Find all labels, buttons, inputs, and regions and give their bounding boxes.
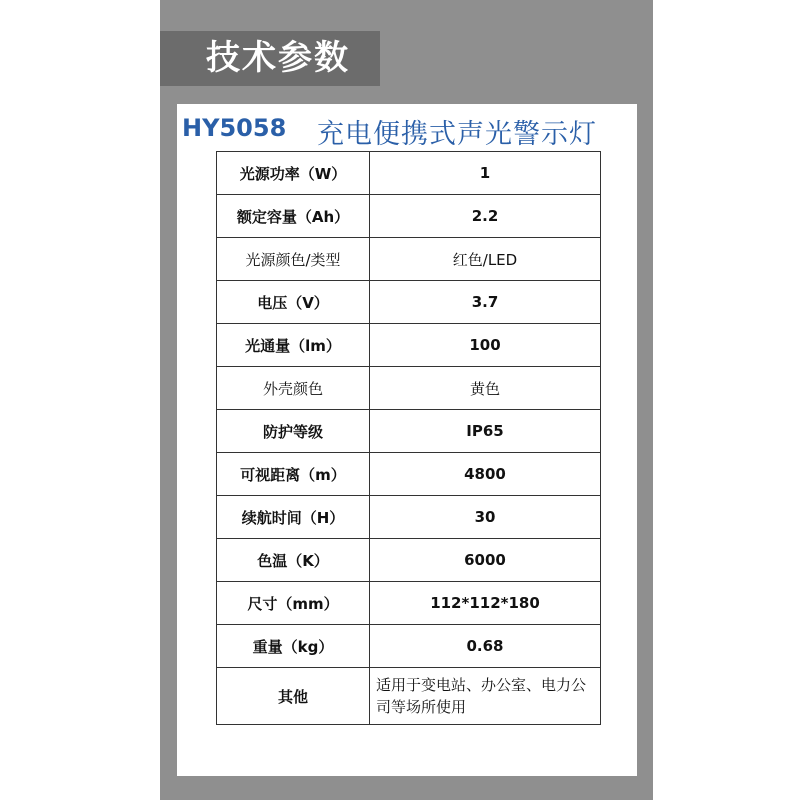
spec-label: 尺寸（mm） [217, 582, 370, 625]
spec-value: 0.68 [370, 625, 601, 668]
spec-value: 112*112*180 [370, 582, 601, 625]
spec-label: 电压（V） [217, 281, 370, 324]
spec-value: 2.2 [370, 195, 601, 238]
spec-label: 续航时间（H） [217, 496, 370, 539]
table-row [217, 453, 601, 496]
spec-label: 外壳颜色 [217, 367, 370, 410]
product-name: 充电便携式声光警示灯 [317, 119, 597, 150]
spec-label: 光源颜色/类型 [217, 238, 370, 281]
spec-value: 黄色 [370, 367, 601, 410]
table-row [217, 496, 601, 539]
spec-value: 红色/LED [370, 238, 601, 281]
spec-value: 100 [370, 324, 601, 367]
spec-value: 适用于变电站、办公室、电力公司等场所使用 [370, 668, 601, 725]
spec-value: 3.7 [370, 281, 601, 324]
table-row [217, 582, 601, 625]
product-model: HY5058 [182, 114, 287, 142]
spec-value: 6000 [370, 539, 601, 582]
table-row [217, 539, 601, 582]
spec-label: 其他 [217, 668, 370, 725]
table-row [217, 324, 601, 367]
spec-label: 可视距离（m） [217, 453, 370, 496]
table-row [217, 410, 601, 453]
table-row [217, 281, 601, 324]
spec-value: 4800 [370, 453, 601, 496]
product-title [177, 112, 637, 148]
spec-label: 光通量（lm） [217, 324, 370, 367]
spec-label: 色温（K） [217, 539, 370, 582]
table-row [217, 625, 601, 668]
table-row [217, 668, 601, 725]
spec-value: IP65 [370, 410, 601, 453]
table-row [217, 367, 601, 410]
spec-table [216, 151, 601, 725]
spec-value: 1 [370, 152, 601, 195]
spec-label: 重量（kg） [217, 625, 370, 668]
table-row [217, 238, 601, 281]
table-row [217, 195, 601, 238]
spec-label: 额定容量（Ah） [217, 195, 370, 238]
spec-label: 光源功率（W） [217, 152, 370, 195]
spec-value: 30 [370, 496, 601, 539]
section-header-tab: 技术参数 [160, 31, 380, 86]
table-row [217, 152, 601, 195]
spec-label: 防护等级 [217, 410, 370, 453]
